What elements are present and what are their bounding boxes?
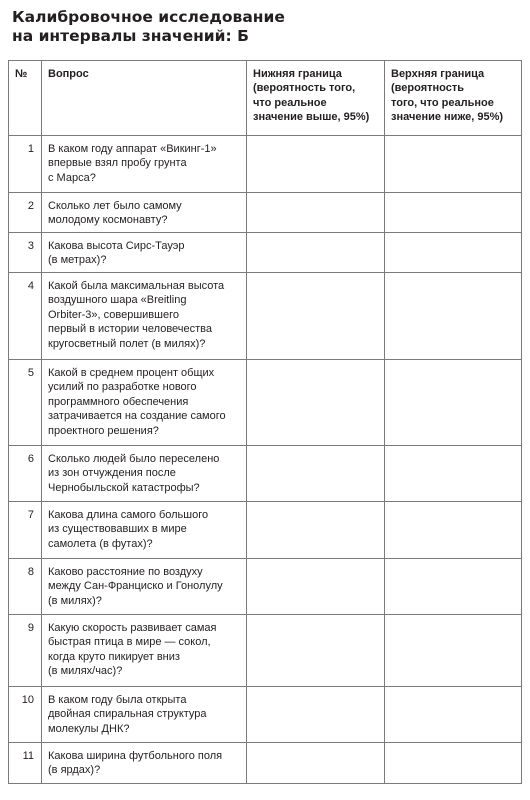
question-number: 5	[9, 360, 42, 446]
table-row	[9, 233, 522, 273]
header-lower-line: (вероятность того,	[253, 82, 356, 95]
question-text-line: самолета (в футах)?	[48, 537, 153, 550]
question-text-line: молекулы ДНК?	[48, 722, 130, 735]
question-text-line: программного обеспечения	[48, 395, 189, 408]
header-upper-line: Верхняя граница	[391, 68, 485, 80]
upper-bound-answer-cell[interactable]	[385, 360, 522, 446]
upper-bound-answer-cell[interactable]	[385, 446, 522, 502]
question-text-line: из зон отчуждения после	[48, 467, 176, 480]
header-upper-line: значение ниже, 95%)	[391, 111, 504, 124]
question-text-line: Какую скорость развивает самая	[48, 622, 217, 634]
question-text	[42, 193, 247, 233]
lower-bound-answer-cell[interactable]	[247, 502, 385, 559]
header-lower-line: Нижняя граница	[253, 68, 342, 80]
question-number: 7	[9, 502, 42, 559]
question-text-line: Сколько лет было самому	[48, 200, 182, 212]
question-number: 9	[9, 615, 42, 687]
question-number: 8	[9, 559, 42, 615]
question-text-line: с Марса?	[48, 171, 96, 184]
question-text-line: Какова ширина футбольного поля	[48, 750, 223, 762]
header-number: №	[9, 61, 42, 136]
page-title-line-1: Калибровочное исследование	[12, 8, 285, 26]
question-text-line: Какова длина самого большого	[48, 509, 209, 521]
question-text-line: между Сан-Франциско и Гонолулу	[48, 580, 223, 593]
question-text-line: воздушного шара «Breitling	[48, 294, 187, 307]
upper-bound-answer-cell[interactable]	[385, 193, 522, 233]
question-text-line: Сколько людей было переселено	[48, 453, 220, 465]
table-row	[9, 193, 522, 233]
question-text-line: впервые взял пробу грунта	[48, 157, 187, 170]
question-text-line: В каком году была открыта	[48, 694, 187, 706]
page-title	[12, 8, 285, 46]
calibration-table	[8, 60, 522, 784]
question-number: 4	[9, 273, 42, 360]
upper-bound-answer-cell[interactable]	[385, 233, 522, 273]
header-upper-line: того, что реальное	[391, 96, 494, 109]
question-text	[42, 446, 247, 502]
question-text-line: Чернобыльской катастрофы?	[48, 481, 200, 494]
table-row	[9, 446, 522, 502]
upper-bound-answer-cell[interactable]	[385, 559, 522, 615]
table-row	[9, 559, 522, 615]
question-text	[42, 273, 247, 360]
page-title-line-2: на интервалы значений: Б	[12, 27, 249, 45]
question-number: 6	[9, 446, 42, 502]
question-text-line: В каком году аппарат «Викинг-1»	[48, 143, 217, 155]
upper-bound-answer-cell[interactable]	[385, 502, 522, 559]
question-text-line: первый в истории человечества	[48, 323, 213, 336]
question-text	[42, 360, 247, 446]
question-text-line: быстрая птица в мире — сокол,	[48, 636, 211, 649]
table-row	[9, 136, 522, 193]
question-number: 3	[9, 233, 42, 273]
upper-bound-answer-cell[interactable]	[385, 273, 522, 360]
question-text-line: проектного решения?	[48, 424, 159, 437]
question-text-line: (в милях/час)?	[48, 665, 123, 678]
question-text-line: кругосветный полет (в милях)?	[48, 337, 206, 350]
question-text-line: усилий по разработке нового	[48, 381, 197, 394]
table-row	[9, 615, 522, 687]
lower-bound-answer-cell[interactable]	[247, 687, 385, 743]
table-row	[9, 502, 522, 559]
question-text-line: Какова высота Сирс-Тауэр	[48, 240, 185, 252]
question-text	[42, 559, 247, 615]
upper-bound-answer-cell[interactable]	[385, 136, 522, 193]
lower-bound-answer-cell[interactable]	[247, 193, 385, 233]
table-body	[9, 136, 522, 784]
question-text-line: затрачивается на создание самого	[48, 410, 226, 423]
question-text-line: когда круто пикирует вниз	[48, 650, 180, 663]
lower-bound-answer-cell[interactable]	[247, 360, 385, 446]
lower-bound-answer-cell[interactable]	[247, 273, 385, 360]
table-header-row	[9, 61, 522, 136]
lower-bound-answer-cell[interactable]	[247, 615, 385, 687]
question-text-line: (в милях)?	[48, 594, 102, 607]
question-text	[42, 615, 247, 687]
question-number: 1	[9, 136, 42, 193]
header-upper-line: (вероятность	[391, 82, 464, 95]
question-text	[42, 743, 247, 784]
question-text-line: Каково расстояние по воздуху	[48, 566, 203, 578]
header-lower-line: значение выше, 95%)	[253, 111, 370, 124]
question-text	[42, 136, 247, 193]
header-lower-bound	[247, 61, 385, 136]
question-text-line: из существовавших в мире	[48, 523, 187, 536]
lower-bound-answer-cell[interactable]	[247, 233, 385, 273]
header-lower-line: что реальное	[253, 96, 327, 109]
question-text-line: (в ярдах)?	[48, 764, 101, 777]
question-text	[42, 502, 247, 559]
header-upper-bound	[385, 61, 522, 136]
question-text-line: Какой в среднем процент общих	[48, 367, 215, 379]
lower-bound-answer-cell[interactable]	[247, 136, 385, 193]
question-text-line: Orbiter-3», совершившего	[48, 308, 179, 321]
upper-bound-answer-cell[interactable]	[385, 743, 522, 784]
question-text-line: двойная спиральная структура	[48, 708, 207, 721]
upper-bound-answer-cell[interactable]	[385, 615, 522, 687]
question-text-line: молодому космонавту?	[48, 214, 168, 227]
question-number: 11	[9, 743, 42, 784]
lower-bound-answer-cell[interactable]	[247, 446, 385, 502]
upper-bound-answer-cell[interactable]	[385, 687, 522, 743]
question-text-line: Какой была максимальная высота	[48, 280, 225, 292]
question-text-line: (в метрах)?	[48, 254, 107, 267]
table-row	[9, 743, 522, 784]
question-text	[42, 233, 247, 273]
table-row	[9, 273, 522, 360]
table-row	[9, 360, 522, 446]
header-question: Вопрос	[42, 61, 247, 136]
question-number: 2	[9, 193, 42, 233]
question-text	[42, 687, 247, 743]
lower-bound-answer-cell[interactable]	[247, 743, 385, 784]
table-row	[9, 687, 522, 743]
lower-bound-answer-cell[interactable]	[247, 559, 385, 615]
question-number: 10	[9, 687, 42, 743]
